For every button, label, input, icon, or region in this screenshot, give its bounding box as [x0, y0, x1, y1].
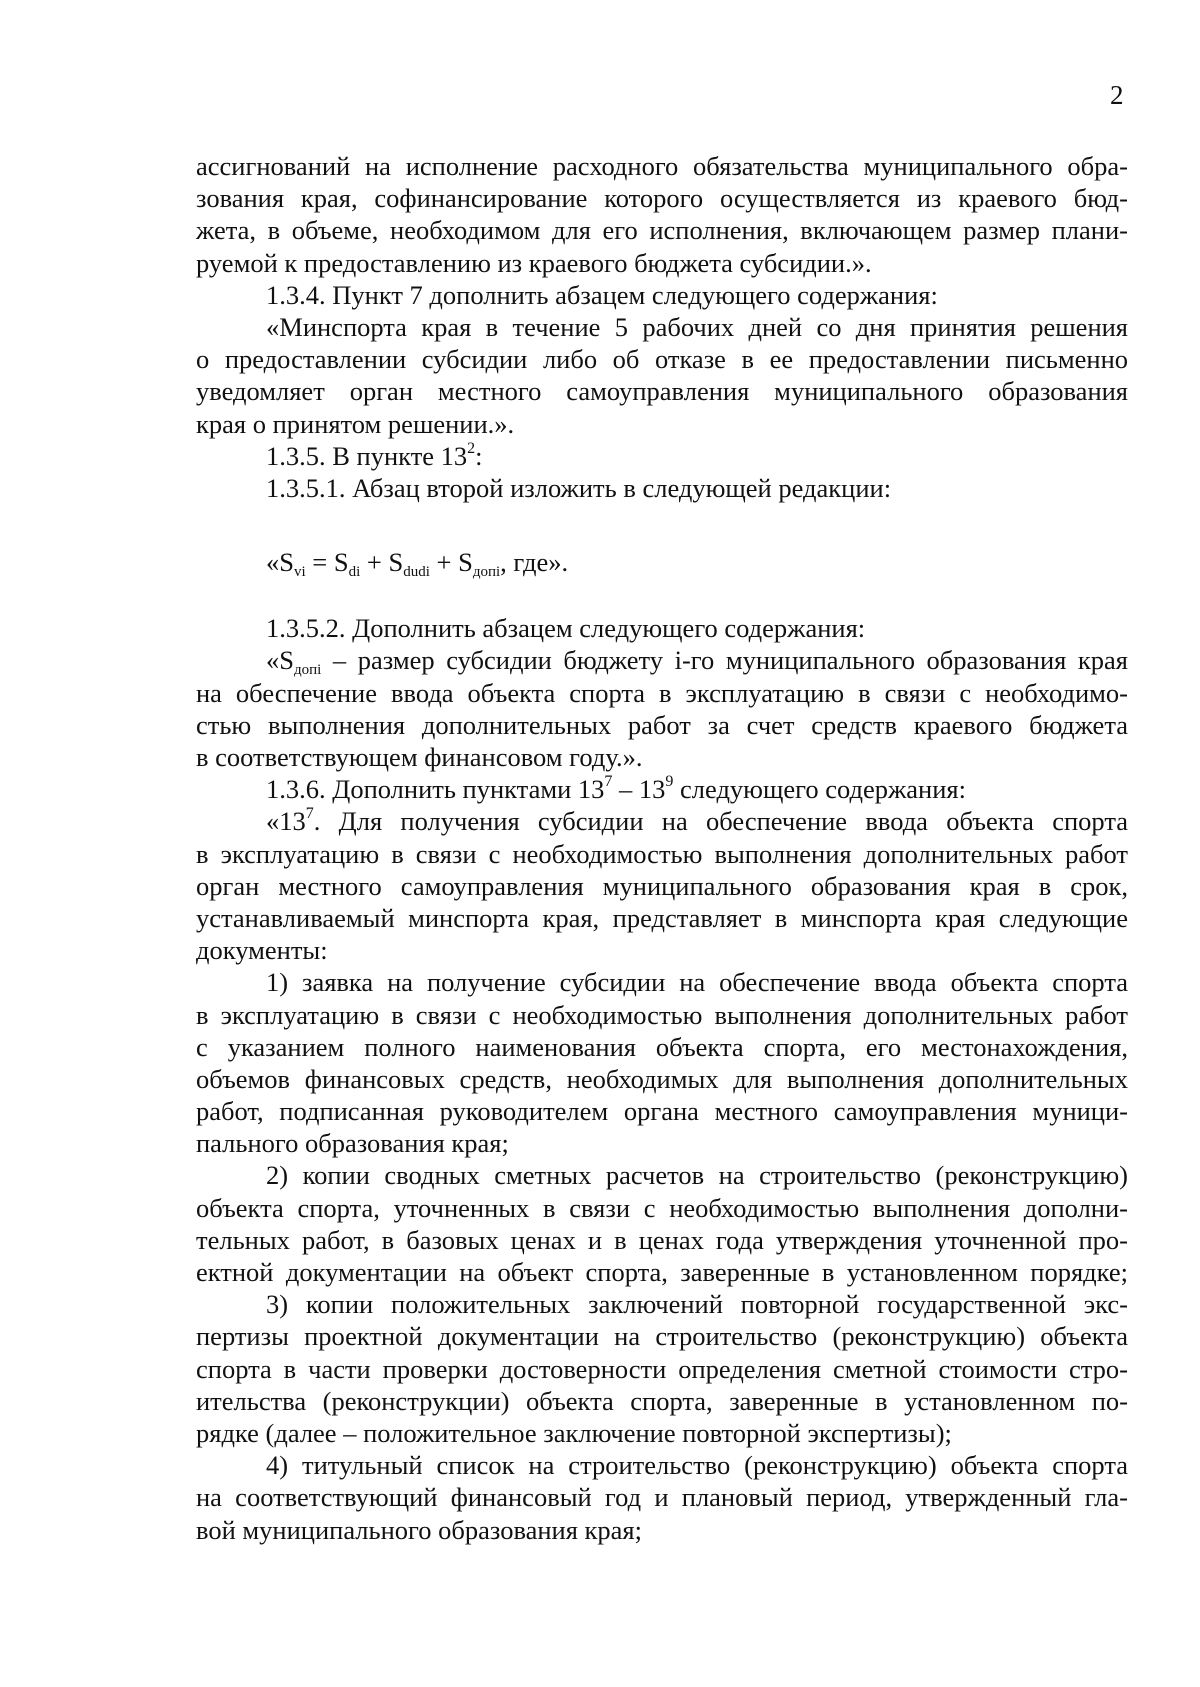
superscript: 7: [604, 773, 613, 791]
text-segment: «S: [266, 645, 294, 676]
list-item: 1) заявка на получение субсидии на обеспечение ввода объекта спорта: [266, 967, 1128, 998]
text-line: ассигнований на исполнение расходного обязательства муниципального обра-: [196, 151, 1128, 181]
text-segment: «13: [266, 806, 306, 837]
text-line: стью выполнения дополнительных работ за счет средств краевого бюджета: [196, 709, 1128, 740]
page-number: 2: [1110, 80, 1124, 110]
text-line: в эксплуатацию в связи с необходимостью выполнения дополнительных работ: [196, 999, 1128, 1030]
superscript: 7: [305, 805, 314, 823]
formula-subscript: допi: [472, 564, 501, 581]
formula-subscript: di: [348, 564, 361, 581]
formula: [196, 546, 1128, 581]
formula-part: + S: [360, 547, 404, 578]
clause-heading: 1.3.5.1. Абзац второй изложить в следующей редакции:: [266, 472, 892, 503]
document-body: [196, 150, 1128, 1546]
text-segment: . Для получения субсидии на обеспечение ввода объекта спорта: [313, 806, 1128, 837]
text-segment: следующего содержания:: [673, 774, 966, 805]
spacer: [196, 578, 1128, 612]
text-segment: – размер субсидии бюджету i-го муниципального образования края: [321, 645, 1128, 676]
text-line: о предоставлении субсидии либо об отказе в ее предоставлении письменно: [196, 344, 1128, 375]
text-line: в соответствующем финансовом году.».: [196, 742, 643, 772]
text-line: вой муниципального образования края;: [196, 1514, 642, 1545]
clause-heading: 1.3.4. Пункт 7 дополнить абзацем следующего содержания:: [266, 279, 938, 310]
superscript: 2: [467, 439, 476, 457]
text-line: уведомляет орган местного самоуправления муниципального образования: [196, 376, 1128, 407]
text-line: тельных работ, в базовых ценах и в ценах года утверждения уточненной про-: [196, 1224, 1128, 1255]
text-line: спорта в части проверки достоверности определения сметной стоимости стро-: [196, 1353, 1128, 1384]
superscript: 9: [665, 773, 674, 791]
text-segment: – 13: [612, 774, 666, 805]
formula-part: = S: [305, 547, 349, 578]
text-line: документы:: [196, 935, 328, 966]
formula-part: + S: [429, 547, 473, 578]
text-line: объекта спорта, уточненных в связи с необходимостью выполнения дополни-: [196, 1192, 1128, 1223]
clause-heading: 1.3.5.2. Дополнить абзацем следующего содержания:: [266, 613, 866, 644]
text-line: работ, подписанная руководителем органа местного самоуправления муници-: [196, 1096, 1128, 1127]
text-line: ительства (реконструкции) объекта спорта, заверенные в установленном по-: [196, 1385, 1128, 1416]
formula-part: , где».: [500, 547, 569, 578]
text-line: пального образования края;: [196, 1128, 509, 1159]
formula-part: «S: [266, 547, 294, 578]
text-line: руемой к предоставлению из краевого бюджета субсидии.».: [196, 247, 872, 278]
list-item: 4) титульный список на строительство (реконструкцию) объекта спорта: [266, 1450, 1128, 1481]
text-line: края о принятом решении.».: [196, 408, 515, 439]
formula-subscript: vi: [294, 564, 306, 581]
text-line: жета, в объеме, необходимом для его исполнения, включающем размер плани-: [196, 215, 1128, 246]
text-line: с указанием полного наименования объекта спорта, его местонахождения,: [196, 1031, 1128, 1062]
text-line: объемов финансовых средств, необходимых для выполнения дополнительных: [196, 1063, 1128, 1094]
text-line: рядке (далее – положительное заключение повторной экспертизы);: [196, 1417, 952, 1448]
clause-heading: [196, 773, 1128, 805]
subscript: допi: [294, 662, 322, 679]
text-line: на обеспечение ввода объекта спорта в эксплуатацию в связи с необходимо-: [196, 677, 1128, 708]
list-item: 3) копии положительных заключений повторной государственной экс-: [266, 1289, 1128, 1320]
text-line: орган местного самоуправления муниципального образования края в срок,: [196, 870, 1128, 901]
text-line: [196, 805, 1128, 837]
text-line: зования края, софинансирование которого осуществляется из краевого бюд-: [196, 183, 1128, 214]
text-line: [196, 644, 1128, 679]
formula-subscript: dudi: [403, 564, 430, 581]
text-segment: :: [475, 440, 483, 471]
text-line: «Минспорта края в течение 5 рабочих дней со дня принятия решения: [266, 311, 1128, 342]
text-line: ектной документации на объект спорта, заверенные в установленном порядке;: [196, 1257, 1128, 1287]
list-item: 2) копии сводных сметных расчетов на строительство (реконструкцию): [266, 1160, 1128, 1191]
text-segment: 1.3.6. Дополнить пунктами 13: [266, 774, 605, 805]
text-line: пертизы проектной документации на строительство (реконструкцию) объекта: [196, 1321, 1128, 1352]
spacer: [196, 504, 1128, 546]
text-line: устанавливаемый минспорта края, представляет в минспорта края следующие: [196, 902, 1128, 933]
clause-heading: [196, 440, 1128, 472]
text-segment: 1.3.5. В пункте 13: [266, 440, 468, 471]
text-line: на соответствующий финансовый год и плановый период, утвержденный гла-: [196, 1482, 1128, 1513]
text-line: в эксплуатацию в связи с необходимостью выполнения дополнительных работ: [196, 838, 1128, 869]
